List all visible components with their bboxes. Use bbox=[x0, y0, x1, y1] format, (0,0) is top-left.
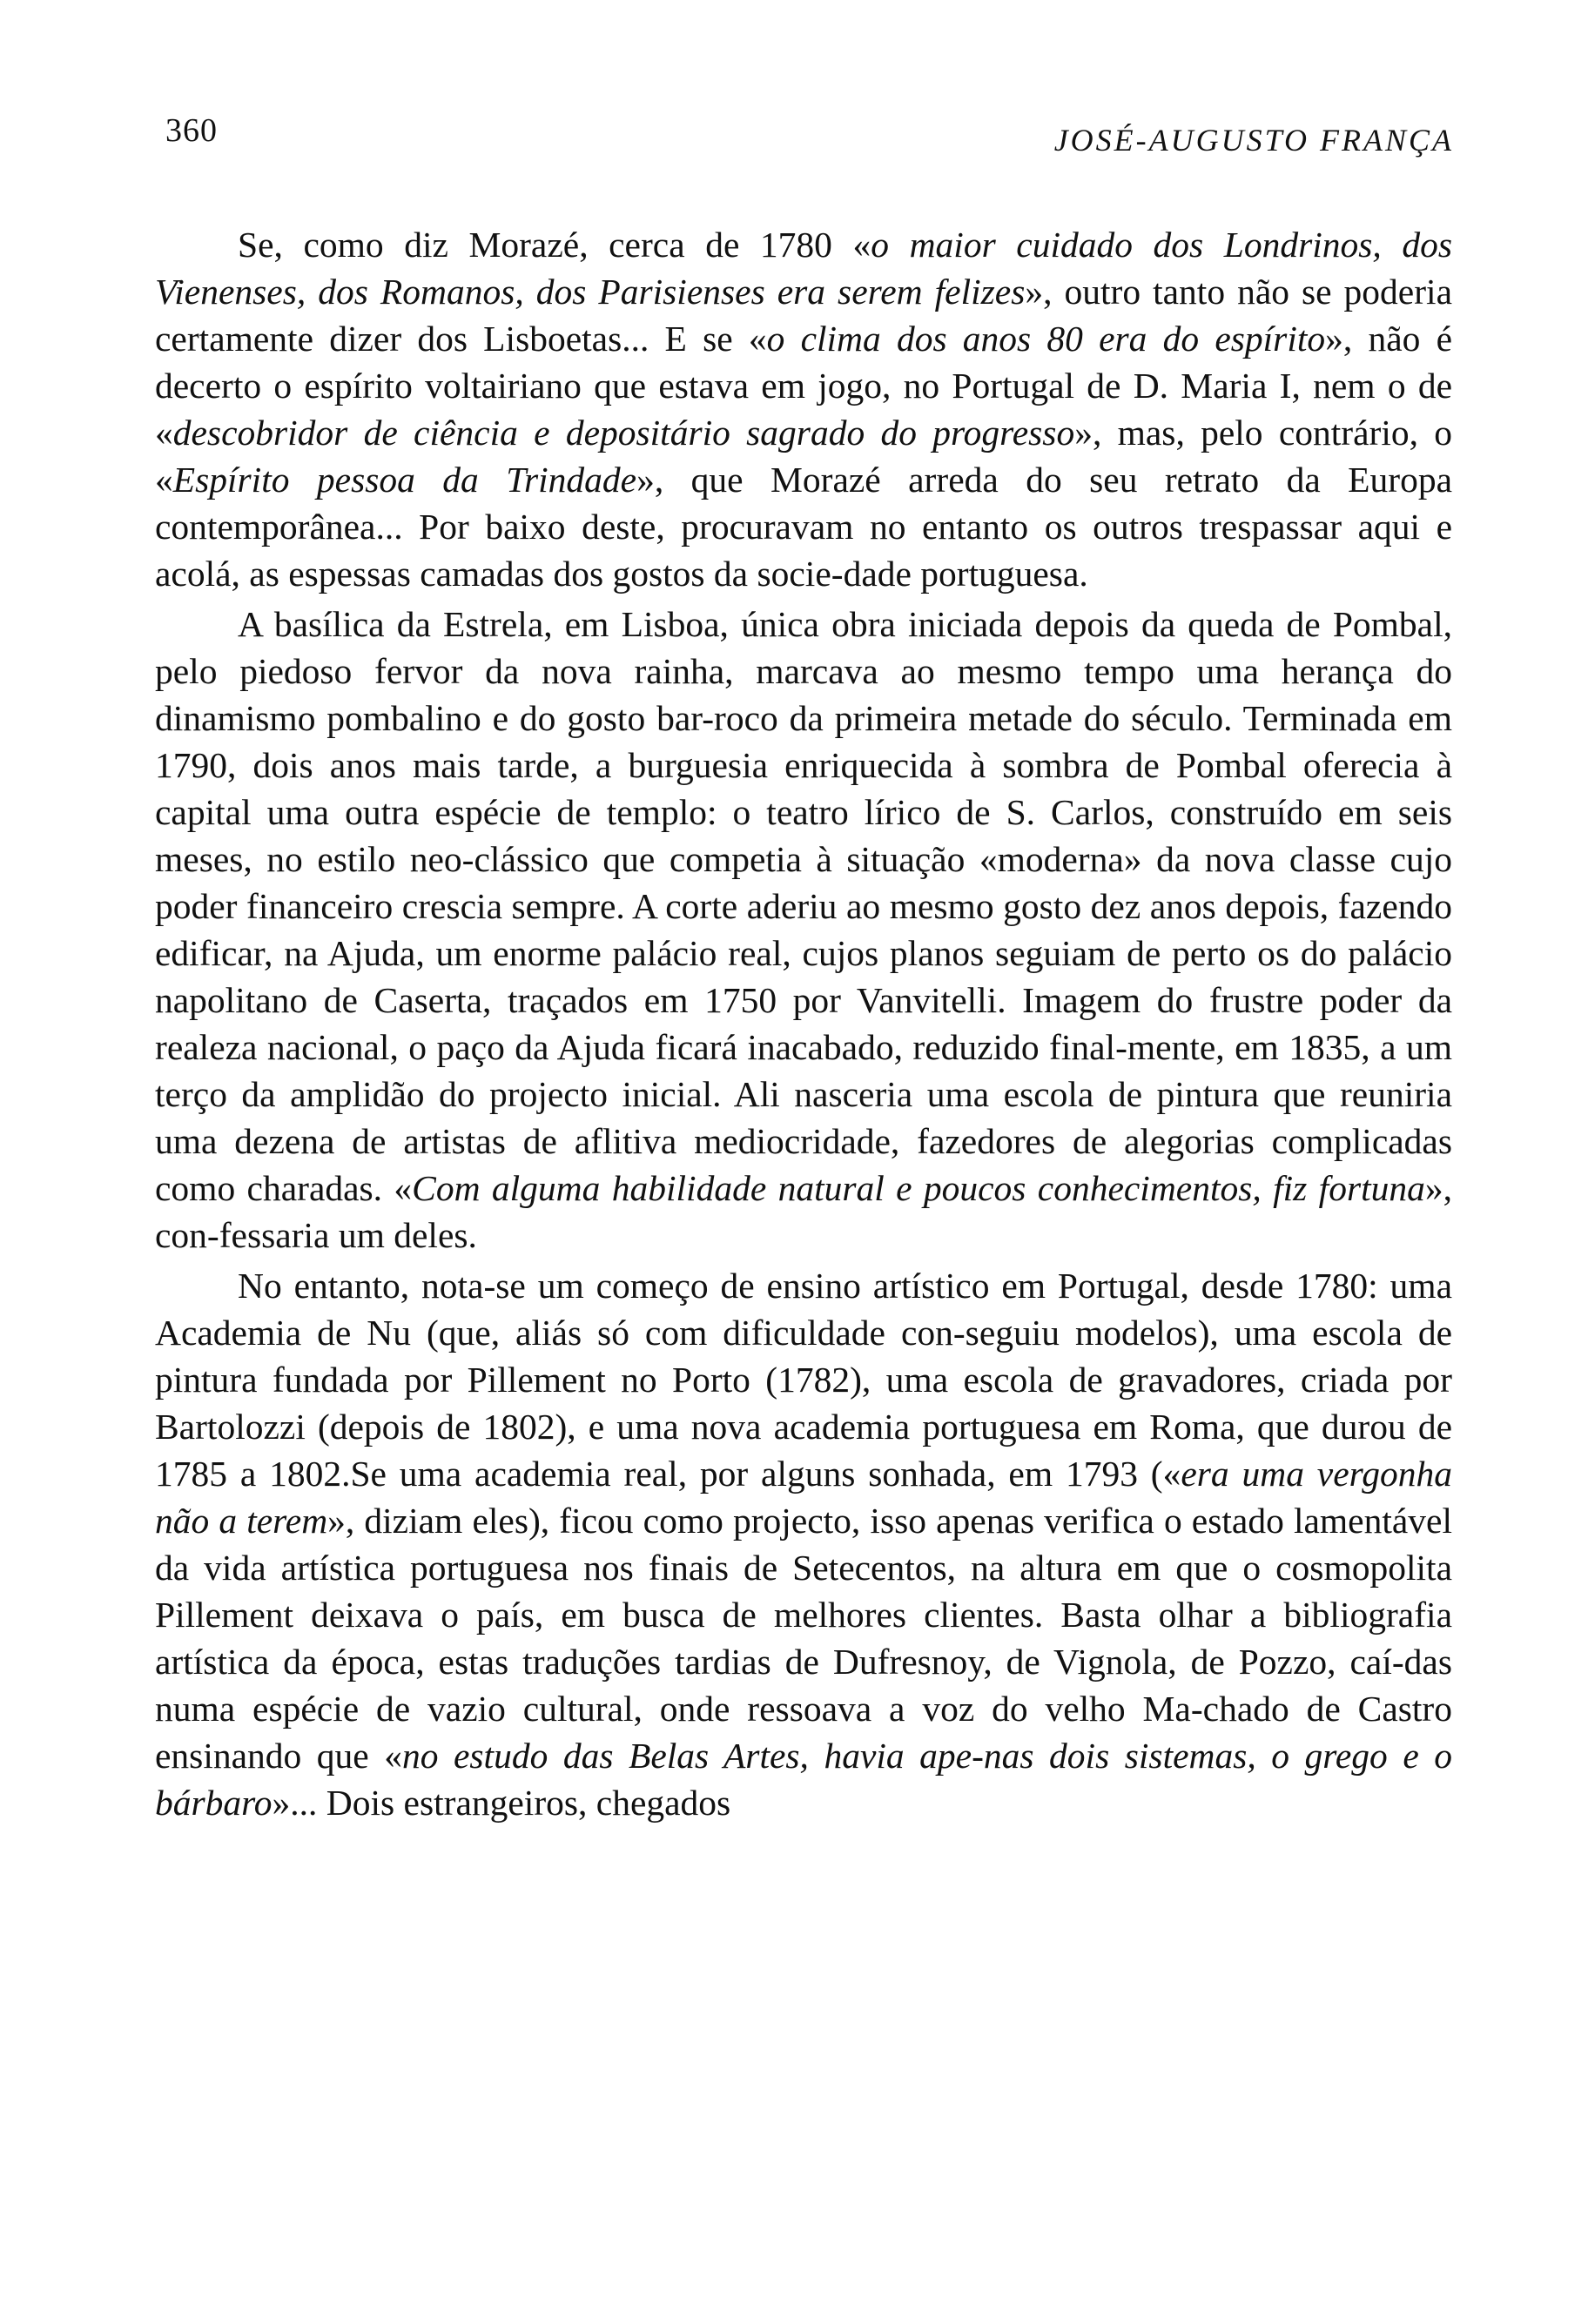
italic-quotation: Com alguma habilidade natural e poucos conhecimentos, fiz fortuna bbox=[412, 1168, 1425, 1208]
italic-quotation: o clima dos anos 80 era do espírito bbox=[766, 319, 1326, 359]
text-run: A basílica da Estrela, em Lisboa, única obra iniciada depois da queda de Pombal, pelo piedoso fervor da nova rainha, marcava ao mesmo tempo uma herança do dinamismo pombalino e do gosto bar-roco da primeira metade do século. Terminada em 1790, dois anos mais tarde, a burguesia enriquecida à sombra de Pombal oferecia à capital uma outra espécie de templo: o teatro lírico de S. Carlos, construído em seis meses, no estilo neo-clássico que competia à situação «moderna» da nova classe cujo poder financeiro crescia sempre. A corte aderiu ao mesmo gosto dez anos depois, fazendo edificar, na Ajuda, um enorme palácio real, cujos planos seguiam de perto os do palácio napolitano de Caserta, traçados em 1750 por Vanvitelli. Imagem do frustre poder da realeza nacional, o paço da Ajuda ficará inacabado, reduzido final-mente, em 1835, a um terço da amplidão do projecto inicial. Ali nasceria uma escola de pintura que reuniria uma dezena de artistas de aflitiva mediocridade, fazedores de alegorias complicadas como charadas. « bbox=[155, 604, 1452, 1208]
paragraph-2 bbox=[155, 601, 1452, 1259]
page-number: 360 bbox=[165, 112, 218, 149]
running-head: JOSÉ-AUGUSTO FRANÇA bbox=[1053, 123, 1454, 158]
italic-quotation: descobridor de ciência e depositário sagrado do progresso bbox=[172, 413, 1075, 453]
paragraph-1 bbox=[155, 221, 1452, 597]
paragraph-3 bbox=[155, 1262, 1452, 1826]
text-run: », mas, pelo contrário, o « bbox=[155, 413, 1453, 500]
italic-quotation: o maior cuidado dos Londrinos, dos Vienenses, dos Romanos, dos Parisienses era serem felizes bbox=[155, 225, 1453, 312]
text-run: Se, como diz Morazé, cerca de 1780 « bbox=[238, 225, 871, 265]
text-run: »... Dois estrangeiros, chegados bbox=[272, 1783, 731, 1823]
text-run: No entanto, nota-se um começo de ensino artístico em Portugal, desde 1780: uma Academia de Nu (que, aliás só com dificuldade con-seguiu modelos), uma escola de pintura fundada por Pillement no Porto (1782), uma escola de gravadores, criada por Bartolozzi (depois de 1802), e uma nova academia portuguesa em Roma, que durou de 1785 a 1802.Se uma academia real, por alguns sonhada, em 1793 (« bbox=[155, 1266, 1452, 1494]
italic-quotation: Espírito pessoa da Trindade bbox=[172, 460, 637, 500]
italic-quotation: era uma vergonha não a terem bbox=[155, 1454, 1452, 1541]
body-text bbox=[155, 221, 1452, 1826]
text-run: », não é decerto o espírito voltairiano que estava em jogo, no Portugal de D. Maria I, nem o de « bbox=[155, 319, 1452, 453]
text-run: », outro tanto não se poderia certamente dizer dos Lisboetas... E se « bbox=[155, 272, 1452, 359]
text-run: », diziam eles), ficou como projecto, isso apenas verifica o estado lamentável da vida artística portuguesa nos finais de Setecentos, na altura em que o cosmopolita Pillement deixava o país, em busca de melhores clientes. Basta olhar a bibliografia artística da época, estas traduções tardias de Dufresnoy, de Vignola, de Pozzo, caí-das numa espécie de vazio cultural, onde ressoava a voz do velho Ma-chado de Castro ensinando que « bbox=[155, 1501, 1452, 1776]
text-run: », con-fessaria um deles. bbox=[155, 1168, 1452, 1255]
italic-quotation: no estudo das Belas Artes, havia ape-nas dois sistemas, o grego e o bárbaro bbox=[155, 1736, 1452, 1823]
page-header bbox=[165, 111, 1454, 164]
text-run: », que Morazé arreda do seu retrato da Europa contemporânea... Por baixo deste, procuravam no entanto os outros trespassar aqui e acolá, as espessas camadas dos gostos da socie-dade portuguesa. bbox=[155, 460, 1452, 594]
